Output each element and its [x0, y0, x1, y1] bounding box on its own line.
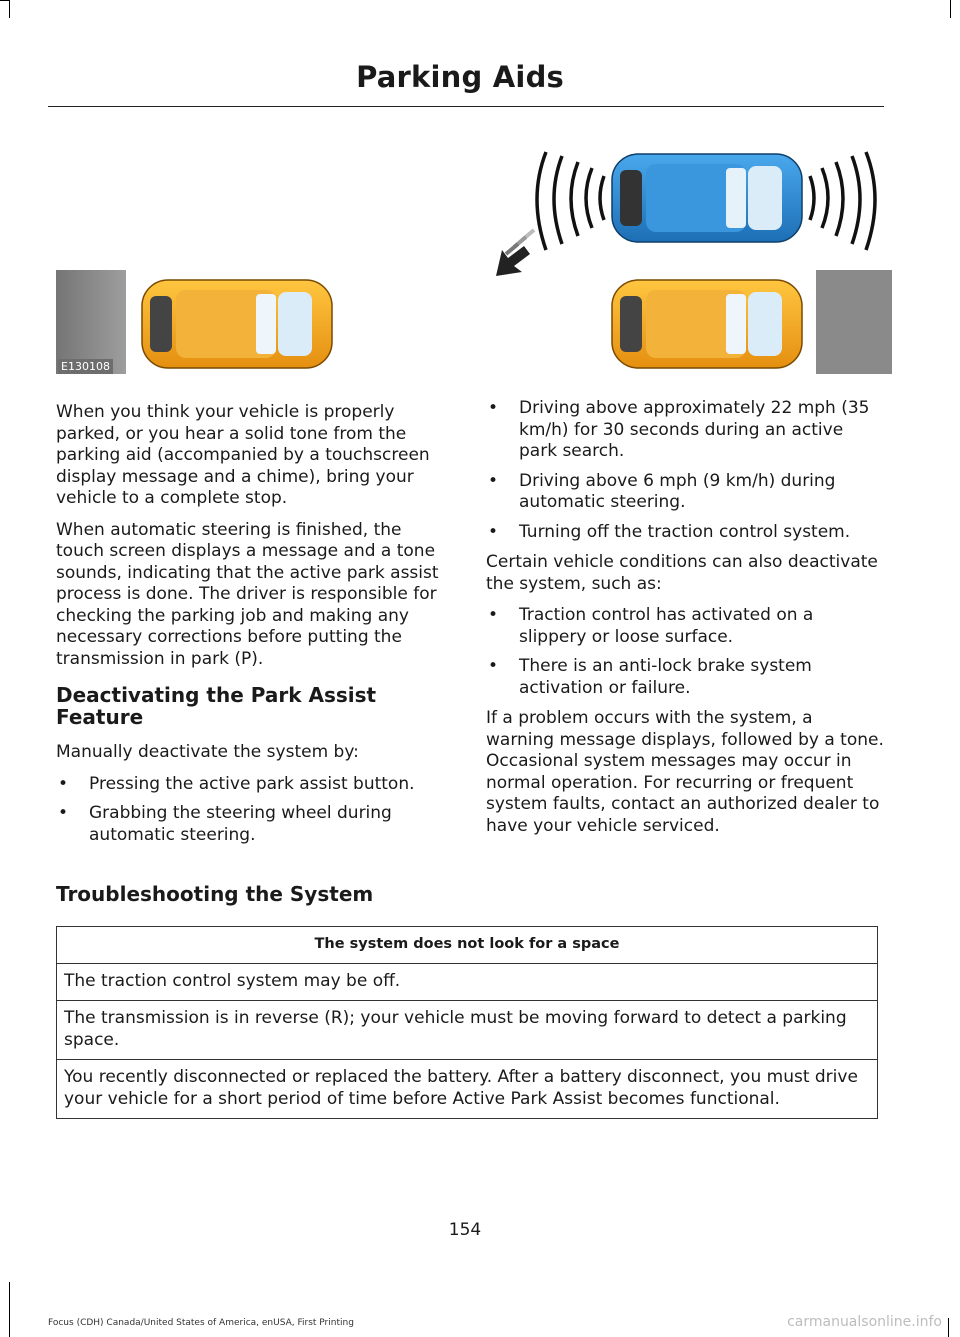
list-item: • Turning off the traction control system. — [486, 522, 886, 544]
sensor-waves-right — [810, 152, 875, 250]
figure-id: E130108 — [58, 359, 113, 374]
list-item: • Pressing the active park assist button. — [56, 774, 449, 796]
paragraph: Certain vehicle conditions can also deactivate the system, such as: — [486, 552, 878, 594]
page-title: Parking Aids — [356, 60, 564, 94]
table-header: The system does not look for a space — [57, 927, 878, 964]
paragraph: If a problem occurs with the system, a warning message displays, followed by a tone. Occasional system messages may occur in normal operation. For recurring or frequent system faults, contact an authorized dealer to have your vehicle serviced. — [486, 708, 884, 836]
table-cell: The transmission is in reverse (R); your vehicle must be moving forward to detect a parking space. — [57, 1001, 878, 1060]
table-cell: You recently disconnected or replaced the battery. After a battery disconnect, you must drive your vehicle for a short period of time before Active Park Assist becomes functional. — [57, 1060, 878, 1119]
list-item: • There is an anti-lock brake system activation or failure. — [486, 656, 886, 699]
paragraph: Manually deactivate the system by: — [56, 742, 359, 762]
list-item: • Driving above 6 mph (9 km/h) during automatic steering. — [486, 471, 886, 514]
crop-mark — [0, 0, 9, 1]
list-item: • Driving above approximately 22 mph (35 km/h) for 30 seconds during an active park search. — [486, 398, 886, 463]
section-heading: Troubleshooting the System — [56, 882, 374, 906]
vehicle-blue — [612, 154, 802, 242]
right-column — [486, 398, 886, 847]
table-row — [57, 1060, 878, 1119]
crop-mark — [9, 0, 10, 18]
list-item: • Traction control has activated on a slippery or loose surface. — [486, 605, 886, 648]
paragraph: When you think your vehicle is properly parked, or you hear a solid tone from the parking aid (accompanied by a touchscreen display message and a chime), bring your vehicle to a complete stop. — [56, 402, 430, 508]
header-divider — [48, 106, 884, 107]
parked-car-left — [142, 280, 332, 368]
crop-mark — [9, 1282, 10, 1337]
parked-area-right — [816, 270, 892, 374]
left-column — [56, 402, 449, 855]
watermark: carmanualsonline.info — [787, 1314, 942, 1330]
section-heading: Deactivating the Park Assist Feature — [56, 683, 377, 729]
troubleshooting-table — [56, 926, 878, 1119]
bullet-list — [486, 398, 886, 543]
parking-illustration — [56, 150, 892, 376]
bullet-list — [486, 605, 886, 699]
paragraph: When automatic steering is finished, the touch screen displays a message and a tone sounds, indicating that the active park assist process is done. The driver is responsible for checking the parking job and making any necessary corrections before putting the transmission in park (P). — [56, 519, 439, 669]
table-cell: The traction control system may be off. — [57, 963, 878, 1001]
reverse-arrow-icon — [496, 230, 534, 276]
table-row — [57, 1001, 878, 1060]
footer-text: Focus (CDH) Canada/United States of America, enUSA, First Printing — [48, 1318, 354, 1328]
crop-mark — [948, 1318, 949, 1337]
table-row — [57, 963, 878, 1001]
parked-car-right — [612, 280, 802, 368]
sensor-waves-left — [537, 152, 604, 250]
list-item: • Grabbing the steering wheel during automatic steering. — [56, 803, 449, 846]
bullet-list — [56, 774, 449, 847]
crop-mark — [950, 0, 951, 18]
page-number: 154 — [448, 1220, 482, 1240]
